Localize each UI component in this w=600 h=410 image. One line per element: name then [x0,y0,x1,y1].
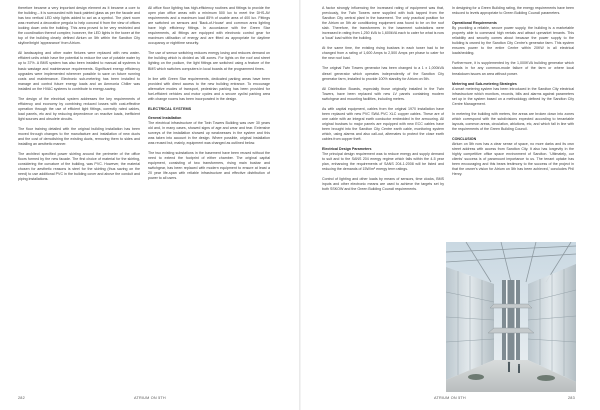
paragraph: A factor strongly influencing the increased rating of equipment was that, previously, the Twin Towers were supplied with bulk tapped from the Sandton City central plant in the basement. The only practical position for the Atrium on 5th air conditioning equipment was found to be on the roof slab. Therefore, the transformers in the basement substations were increased in rating from 1,250 kVA to 1,600kVA each to cater for what is now a 'local' load within the building. [322,6,444,41]
paragraph: A smart metering system has been introduced in the Sandton City electrical infrastructure which monitors, records, bills and alarms against parameters set up in the system based on a methodology defined by the Sandton City Centre Management. [452,86,574,106]
paragraph: In designing for a Green Building rating, the energy requirements have been reduced to levels appropriate to Green Building Council parameters. [452,6,574,16]
running-footer: ATRIUM ON 5TH [134,396,166,400]
atrium-photo-illustration [446,242,576,392]
paragraph: The design of the electrical system addresses the key requirements of efficiency and economy by combining reduced losses with cost-effective operation through the use of efficient light fittings, correctly rated cables, load panels, etc and by reducing dependence on reactive loads, inefficient light sources and obsolete circuits. [18,96,140,121]
paragraph: therefore became a very important design element as it became a core to the building – it is surrounded with back painted glass as per the facade and has two vertical LED strip lights added to act as a symbol. The plant room was received a decorative pergola to help conceal it from the view of offices looking down onto the building. This area proved to be very restricted and the coordination thereof complex; however, the LED lights in the tower at the top of the building clearly defined Atrium on 5th within the Sandton City skyline/bright 'appearance' from Atrium. [18,6,140,46]
atrium-interior-photo [446,242,576,392]
paragraph: The architect specified power skirting around the perimeter of the office floors formed by the new facade. The first choice of material for the skirting, considering the curvature of the building, was PVC. However, the material chosen for aesthetic reasons is steel for the skirting (thus saving on the need) to use additional PVC in the building cover and above the conduit and piping installations. [18,152,140,182]
subsection-heading: Metering and Sub-metering Strategies [452,81,517,86]
section-heading: ELECTRICAL SYSTEMS [148,106,192,111]
right-page [300,0,600,410]
subsection-heading: General Installation [148,115,182,120]
right-column-1 [322,6,444,197]
running-footer: ATRIUM ON 5TH [434,396,466,400]
paragraph: Control of lighting and other loads by means of sensors, time clocks, BMS inputs and other electronic means are used to achieve the targets set by both SSKOW and the Green Building Council requirements. [322,177,444,192]
right-column-2 [452,6,574,250]
paragraph: As with capital equipment, cables from the original 1970 installation have been replaced with new PVC SWA PVC XLC copper cables. These are of one cable with an integral earth conductor embedded in the armouring. All original busbars to major panels are equipped with new ECC cables have been brought into the Sandton City Centre earth cable, monitoring system which, using alarms and also call-out, alternates to protect the close earth cables from copper theft. [322,106,444,142]
page-number: 283 [568,396,575,400]
paragraph: The principal design requirement was to reduce energy and supply demand to suit and to the SANS 204 energy regime which falls within the 4-5 year plan, enhancing the requirements of SANS 204-1:2008 will be listed and reducing the demands of 15W/m² energy term ratings. [322,152,444,172]
paragraph: The floor training detailed with the original building installation has been moved through changes to the manufacture and installation of new ducts and the cost of demolishing the existing ducts, removing them to sides and installing an aesthetic manner. [18,126,140,147]
paragraph: The original Twin Towers generator has been changed to a 1 x 1,000kVA diesel generator which operates independently of the Sandton City generator farm, installed to provide 100% standby for Atrium on 5th. [322,66,444,81]
paragraph: In line with Green Star requirements, dedicated parking areas have been provided with direct access to the new building entrance. To encourage alternative modes of transport, pedestrian parking has been provided for fuel-efficient vehicles and motor cycles and a secure cyclist parking area with change rooms has been incorporated in the design. [148,76,270,101]
paragraph: The use of sensor switching reduces energy losing and reduces demand on the building which is divided as 'dB zones. For lights on the roof and street lighting on the podium, the light fittings are switched using a feature of the BMS which switches computers in local boards at the programmed times. [148,51,270,71]
page-number: 282 [18,396,25,400]
paragraph: All office floor lighting has high-efficiency routines and fittings to provide the open plan office areas with a minimum 500 lux to meet the DHS-AV requirements and a maximum load 85% of usable area of 400 lux. Fittings are switched on sensors and 'Back-of-House' and common area lighting have high efficiency fittings. In accordance with the Green Star requirements, all fittings are equipped with electronic control gear for maximum utilisation of energy and are fitted as appropriate for daytime occupancy or nighttime security. [148,6,270,46]
paragraph: The two existing substations in the basement have been reused without the need to extend the footprint of either chamber. The original capital equipment, consisting of two transformers, rising main busbar and switchgear, has been replaced with modern equipment to ensure at least a 20 year life-span with reliable infrastructure and effective distribution of power to all users. [148,151,270,181]
paragraph: At the same time, the existing rising busbars in each tower had to be changed from a rating of 1,600 Amps to 2,500 Amps per phase to cater for the new roof load. [322,46,444,61]
subsection-heading: Electrical Design Parameters [322,147,372,152]
paragraph: By providing a reliable, secure power supply, the building is a marketable property able to command high rentals and attract upmarket tenants. This reliability and security comes about because the power supply to the building is owned by the Sandton City Centre's generator farm. This system ensures power to the entire Centre within 20KW in all electrical loadshedding. [452,26,574,56]
section-heading: CONCLUSION [452,136,477,141]
paragraph: All Distribution Boards, especially those originally installed in the Twin Towers, have been replaced with new LV panels containing modern switchgear and mounting facilities, including meters. [322,86,444,101]
paragraph: All landscaping and other water fixtures were replaced with new water-efficient units which have the potential to reduce the use of potable water by up to 37%. A BMS system has also been installed to manual all systems to basic wastage and maintenance requirements. Significant energy efficiency upgrades were implemented wherever possible to save on future running costs and maintenance. Electronic sub-metering has been installed to manage and control future energy loads and an Ammonia Chiller was installed on the HVAC systems to contribute to energy-saving. [18,51,140,91]
paragraph: Atrium on 5th now has a clear sense of space, no more darks and its own street address with access from Sandton City. It also has longevity in the highly competitive office space environment of Sandton. 'Ultimately, our clients' success is of paramount importance to us. The tenant uptake has been encouraging and this bears testimony to the success of the project in that the owner's vision for Atrium on 5th has been achieved,' concludes Phil Henry. [452,142,574,177]
subsection-heading: Operational Requirements [452,21,497,26]
left-column-1 [18,6,140,187]
left-column-2 [148,6,270,186]
paragraph: The electrical infrastructure of the Twin Towers Building was over 30 years old and, in many cases, showed signs of age and wear and tear. Extensive surveys of the installation showed up weaknesses in the system and this was taken into account in the design. Where possible, original installation was reused but, mainly, equipment was changed as outlined below. [148,120,270,146]
paragraph: Furthermore, it is supplemented by the 1,000KVA building generator which stands in for any common-mode failure of the farm or where local breakdown issues an area without power. [452,61,574,76]
paragraph: In metering the building with meters, the areas are broken down into zones which correspond with the subdivisions expected according to tenantable layouts, common areas, circulation, ablutions, etc, and which fall in line with the requirements of the Green Building Council. [452,111,574,131]
